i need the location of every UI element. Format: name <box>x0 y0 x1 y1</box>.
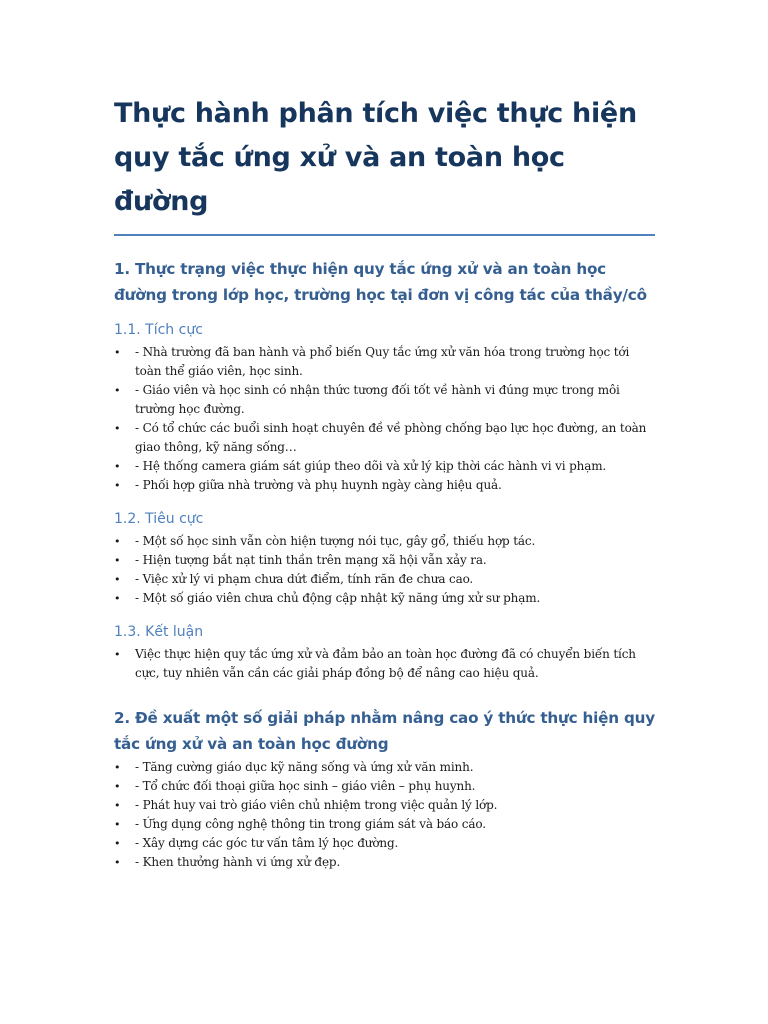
list-item-text: - Có tổ chức các buổi sinh hoạt chuyên đề về phòng chống bạo lực học đường, an toàn giao thông, kỹ năng sống… <box>135 421 647 454</box>
list-item <box>114 589 656 608</box>
list-item <box>114 777 656 796</box>
bullet-icon: • <box>114 761 121 774</box>
bullet-icon: • <box>114 648 121 661</box>
list-item <box>114 758 656 777</box>
list-item-text: Việc thực hiện quy tắc ứng xử và đảm bảo an toàn học đường đã có chuyển biến tích cực, tuy nhiên vẫn cần các giải pháp đồng bộ để nâng cao hiệu quả. <box>135 647 636 680</box>
bullet-icon: • <box>114 818 121 831</box>
list-item-text: - Xây dựng các góc tư vấn tâm lý học đường. <box>135 836 399 850</box>
list-item-text: - Tăng cường giáo dục kỹ năng sống và ứng xử văn minh. <box>135 760 474 774</box>
list-item <box>114 853 656 872</box>
bullet-icon: • <box>114 535 121 548</box>
bullet-icon: • <box>114 837 121 850</box>
list-item-text: - Hệ thống camera giám sát giúp theo dõi và xử lý kịp thời các hành vi vi phạm. <box>135 459 607 473</box>
title-divider <box>114 234 655 236</box>
subsection-negative-heading: 1.2. Tiêu cực <box>114 511 204 527</box>
subsection-conclusion-heading: 1.3. Kết luận <box>114 624 204 640</box>
list-item-text: - Tổ chức đối thoại giữa học sinh – giáo viên – phụ huynh. <box>135 779 476 793</box>
list-item-text: - Khen thưởng hành vi ứng xử đẹp. <box>135 855 341 869</box>
list-item <box>114 815 656 834</box>
negative-list <box>114 532 656 608</box>
section-2-heading: 2. Đề xuất một số giải pháp nhằm nâng cao ý thức thực hiện quy tắc ứng xử và an toàn học đường <box>114 709 655 753</box>
list-item-text: - Giáo viên và học sinh có nhận thức tương đối tốt về hành vi đúng mực trong môi trường học đường. <box>135 383 620 416</box>
positive-list <box>114 343 656 495</box>
list-item-text: - Phát huy vai trò giáo viên chủ nhiệm trong việc quản lý lớp. <box>135 798 498 812</box>
bullet-icon: • <box>114 554 121 567</box>
bullet-icon: • <box>114 460 121 473</box>
list-item <box>114 343 656 381</box>
list-item-text: - Một số học sinh vẫn còn hiện tượng nói tục, gây gổ, thiếu hợp tác. <box>135 534 536 548</box>
section-1-heading: 1. Thực trạng việc thực hiện quy tắc ứng xử và an toàn học đường trong lớp học, trường học tại đơn vị công tác của thầy/cô <box>114 260 647 304</box>
bullet-icon: • <box>114 422 121 435</box>
list-item <box>114 570 656 589</box>
solutions-list <box>114 758 656 872</box>
bullet-icon: • <box>114 592 121 605</box>
bullet-icon: • <box>114 346 121 359</box>
list-item-text: - Nhà trường đã ban hành và phổ biến Quy tắc ứng xử văn hóa trong trường học tới toàn thể giáo viên, học sinh. <box>135 345 630 378</box>
bullet-icon: • <box>114 856 121 869</box>
list-item <box>114 532 656 551</box>
list-item <box>114 796 656 815</box>
list-item <box>114 381 656 419</box>
bullet-icon: • <box>114 780 121 793</box>
list-item-text: - Một số giáo viên chưa chủ động cập nhật kỹ năng ứng xử sư phạm. <box>135 591 541 605</box>
list-item <box>114 645 656 683</box>
list-item-text: - Phối hợp giữa nhà trường và phụ huynh ngày càng hiệu quả. <box>135 478 502 492</box>
bullet-icon: • <box>114 384 121 397</box>
conclusion-list <box>114 645 656 683</box>
document-page <box>114 92 656 872</box>
document-title: Thực hành phân tích việc thực hiện quy tắc ứng xử và an toàn học đường <box>114 98 637 217</box>
list-item <box>114 419 656 457</box>
list-item <box>114 834 656 853</box>
list-item <box>114 476 656 495</box>
list-item <box>114 457 656 476</box>
bullet-icon: • <box>114 479 121 492</box>
bullet-icon: • <box>114 573 121 586</box>
subsection-positive-heading: 1.1. Tích cực <box>114 322 203 338</box>
list-item <box>114 551 656 570</box>
list-item-text: - Ứng dụng công nghệ thông tin trong giám sát và báo cáo. <box>135 817 486 831</box>
list-item-text: - Hiện tượng bắt nạt tinh thần trên mạng xã hội vẫn xảy ra. <box>135 553 487 567</box>
bullet-icon: • <box>114 799 121 812</box>
list-item-text: - Việc xử lý vi phạm chưa dứt điểm, tính răn đe chưa cao. <box>135 572 474 586</box>
